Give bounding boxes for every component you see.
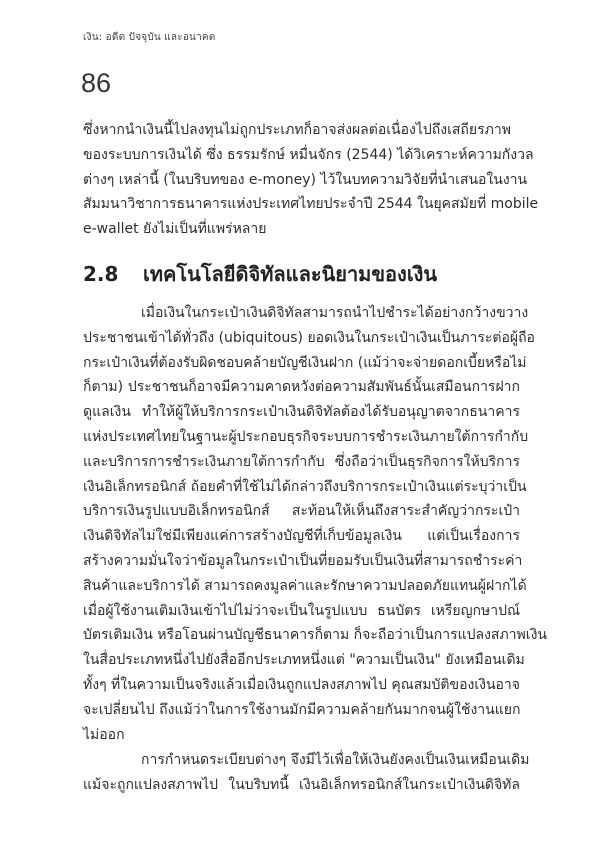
text-line: ดูแลเงิน ทำให้ผู้ให้บริการกระเป๋าเงินดิจิทัลต้องได้รับอนุญาตจากธนาคาร [83,404,520,421]
section-title: เทคโนโลยีดิจิทัลและนิยามของเงิน [143,262,438,286]
section-heading [83,258,437,290]
text-line: ประชาชนเข้าได้ทั่วถึง (ubiquitous) ยอดเงินในกระเป๋าเงินเป็นภาระต่อผู้ถือ [83,329,535,346]
text-line: เมื่อเงินในกระเป๋าเงินดิจิทัลสามารถนำไปชำระได้อย่างกว้างขวาง [141,305,529,321]
text-line: เมื่อผู้ใช้งานเติมเงินเข้าไปไม่ว่าจะเป็นในรูปแบบ ธนบัตร เหรียญกษาปณ์ [83,602,520,619]
paragraph-3 [83,748,530,798]
text-line: ไม่ออก [83,726,125,743]
text-line: บัตรเติมเงิน หรือโอนผ่านบัญชีธนาคารก็ตาม ก็จะถือว่าเป็นการแปลงสภาพเงิน [83,627,547,644]
text-line: e-wallet ยังไม่เป็นที่แพร่หลาย [83,221,267,238]
paragraph-2 [83,301,547,747]
text-line: การกำหนดระเบียบต่างๆ จึงมีไว้เพื่อให้เงินยังคงเป็นเงินเหมือนเดิม [141,752,530,768]
text-line: สร้างความมั่นใจว่าข้อมูลในกระเป๋าเป็นที่ยอมรับเป็นเงินที่สามารถชำระค่า [83,552,523,569]
text-line: เงินดิจิทัลไม่ใช่มีเพียงแค่การสร้างบัญชีที่เก็บข้อมูลเงิน แต่เป็นเรื่องการ [83,528,520,545]
section-number: 2.8 [83,262,119,286]
text-line: เงินอิเล็กทรอนิกส์ ถ้อยคำที่ใช้ไม่ได้กล่าวถึงบริการกระเป๋าเงินแต่ระบุว่าเป็น [83,478,527,495]
text-line: จะเปลี่ยนไป ถึงแม้ว่าในการใช้งานมักมีความคล้ายกันมากจนผู้ใช้งานแยก [83,701,521,718]
text-line: ของระบบการเงินได้ ซึ่ง ธรรมรักษ์ หมื่นจักร (2544) ได้วิเคราะห์ความกังวล [83,146,534,163]
text-line: ทั้งๆ ที่ในความเป็นจริงแล้วเมื่อเงินถูกแปลงสภาพไป คุณสมบัติของเงินอาจ [83,676,520,693]
running-head: เงิน: อดีต ปัจจุบัน และอนาคต [83,32,216,43]
text-line: บริการเงินรูปแบบอิเล็กทรอนิกส์ สะท้อนให้เห็นถึงสาระสำคัญว่ากระเป๋า [83,503,520,520]
text-line: กระเป๋าเงินที่ต้องรับผิดชอบคล้ายบัญชีเงินฝาก (แม้ว่าจะจ่ายดอกเบี้ยหรือไม่ [83,354,527,371]
text-line: ก็ตาม) ประชาชนก็อาจมีความคาดหวังต่อความสัมพันธ์นั้นเสมือนการฝาก [83,379,520,396]
text-line: สินค้าและบริการได้ สามารถคงมูลค่าและรักษาความปลอดภัยแทนผู้ฝากได้ [83,577,527,594]
text-line: ซึ่งหากนำเงินนี้ไปลงทุนไม่ถูกประเภทก็อาจส่งผลต่อเนื่องไปถึงเสถียรภาพ [83,122,511,138]
text-line: และบริการการชำระเงินภายใต้การกำกับ ซึ่งถือว่าเป็นธุรกิจการให้บริการ [83,453,520,470]
text-line: สัมมนาวิชาการธนาคารแห่งประเทศไทยประจำปี 2544 ในยุคสมัยที่ mobile [83,196,539,213]
paragraph-1 [83,118,539,242]
text-line: ต่างๆ เหล่านี้ (ในบริบทของ e-money) ไว้ในบทความวิจัยที่นำเสนอในงาน [83,171,528,188]
text-line: ในสื่อประเภทหนึ่งไปยังสื่ออีกประเภทหนึ่งแต่ "ความเป็นเงิน" ยังเหมือนเดิม [83,652,525,669]
page-number: 86 [81,68,112,98]
text-line: แม้จะถูกแปลงสภาพไป ในบริบทนี้ เงินอิเล็กทรอนิกส์ในกระเป๋าเงินดิจิทัล [83,776,520,793]
text-line: แห่งประเทศไทยในฐานะผู้ประกอบธุรกิจระบบการชำระเงินภายใต้การกำกับ [83,428,529,445]
